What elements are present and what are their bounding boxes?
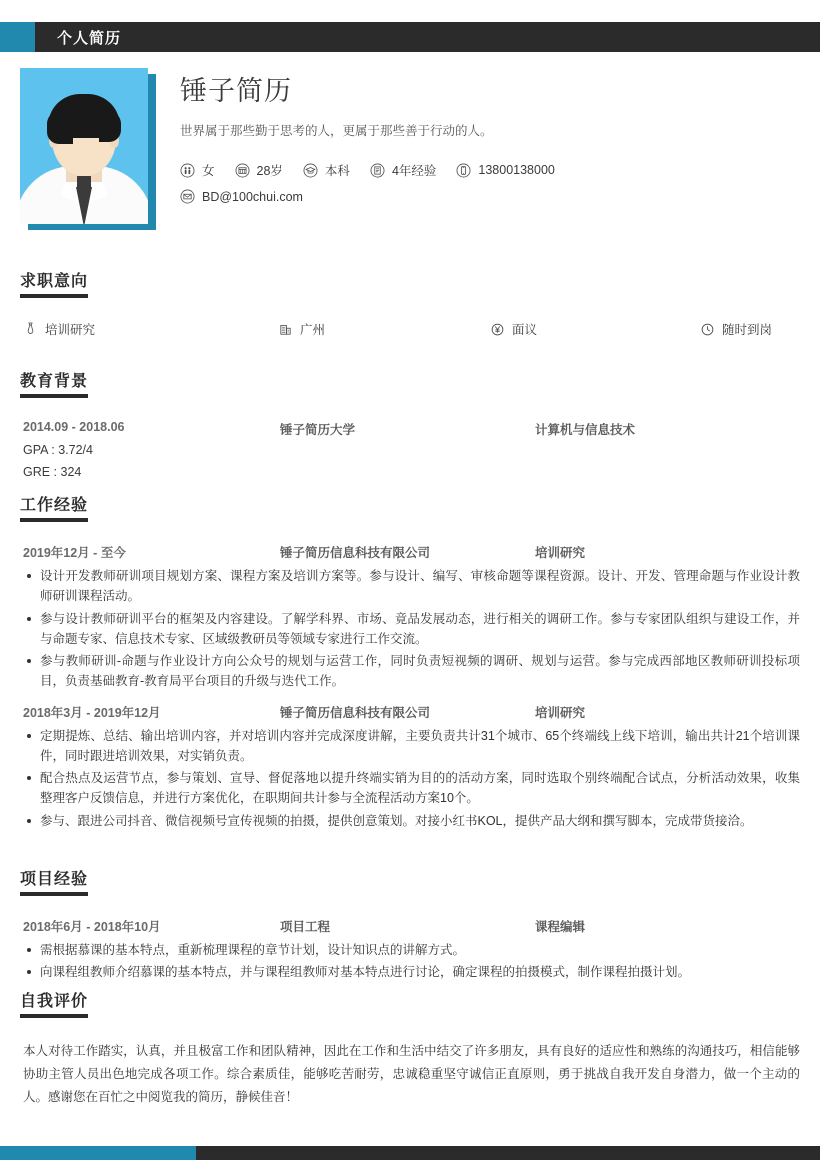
- section-work: [20, 492, 800, 833]
- work-role: 培训研究: [535, 546, 586, 560]
- section-project: [20, 866, 800, 985]
- list-item: 定期提炼、总结、输出培训内容，并对培训内容并完成深度讲解，主要负责共计31个城市、65个终端线上线下培训，输出共计21个培训课件，同时跟进培训效果，对实销负责。: [20, 726, 800, 767]
- work-company: 锤子简历信息科技有限公司: [280, 705, 431, 720]
- bottom-banner-accent-block: [0, 1146, 196, 1160]
- work-entry-header: [20, 543, 800, 563]
- section-title: 项目经验: [20, 866, 88, 896]
- intent-city-label: 广州: [300, 323, 326, 337]
- meta-experience: [370, 161, 436, 179]
- document-icon: [370, 163, 385, 178]
- list-item: 参与、跟进公司抖音、微信视频号宣传视频的拍摄，提供创意策划。对接小红书KOL，提供产品大纲和撰写脚本，完成带货接洽。: [20, 811, 800, 831]
- intent-availability-label: 随时到岗: [722, 323, 773, 337]
- project-role: 课程编辑: [535, 920, 586, 934]
- section-rule: [20, 299, 800, 300]
- education-school: 锤子简历大学: [280, 423, 356, 437]
- project-date: 2018年6月 - 2018年10月: [23, 920, 161, 934]
- candidate-name: 锤子简历: [180, 76, 292, 106]
- work-company: 锤子简历信息科技有限公司: [280, 546, 431, 560]
- bottom-banner: [0, 1146, 820, 1160]
- intent-salary: [490, 320, 537, 338]
- profile-meta-row: [180, 161, 800, 189]
- avatar: [20, 68, 156, 230]
- meta-email: [180, 189, 303, 204]
- avatar-hair-right: [99, 110, 121, 142]
- clock-icon: [700, 322, 715, 337]
- top-banner-dark-block: [35, 22, 820, 52]
- project-entry-header: [20, 917, 800, 937]
- page-title: 个人简历: [57, 29, 122, 47]
- work-entry: [20, 703, 800, 831]
- avatar-hair-left: [47, 110, 73, 144]
- intent-position: [23, 320, 95, 338]
- section-header-project: [20, 866, 800, 900]
- intent-salary-label: 面议: [512, 323, 538, 337]
- section-rule: [20, 897, 800, 898]
- profile-info: [180, 76, 800, 214]
- work-date: 2018年3月 - 2019年12月: [23, 705, 161, 720]
- education-date: 2014.09 - 2018.06: [23, 420, 125, 434]
- list-item: 设计开发教师研训项目规划方案、课程方案及培训方案等。参与设计、编写、审核命题等课程资源。设计、开发、管理命题与作业设计教师研训课程活动。: [20, 566, 800, 607]
- section-education: [20, 368, 800, 484]
- intent-city: [278, 320, 325, 338]
- meta-experience-label: 4年经验: [391, 164, 437, 179]
- meta-education-label: 本科: [324, 164, 350, 179]
- top-banner: [0, 22, 820, 52]
- section-rule: [20, 399, 800, 400]
- section-header-self-evaluation: [20, 988, 800, 1022]
- meta-phone-label: 13800138000: [478, 163, 555, 178]
- yen-icon: [490, 322, 505, 337]
- work-entry: [20, 543, 800, 692]
- list-item: 配合热点及运营节点，参与策划、宣导、督促落地以提升终端实销为目的的活动方案，同时选取个别终端配合试点，分析活动效果，收集整理客户反馈信息，并进行方案优化，在职期间共计参与全流程活动方案10个。: [20, 768, 800, 809]
- section-title: 自我评价: [20, 988, 88, 1018]
- education-gre: GRE : 324: [23, 464, 82, 479]
- profile-meta-row-2: [180, 189, 800, 214]
- self-evaluation-text: 本人对待工作踏实，认真，并且极富工作和团队精神，因此在工作和生活中结交了许多朋友，具有良好的适应性和熟练的沟通技巧，相信能够协助主管人员出色地完成各项工作。综合素质佳，能够吃苦耐劳，忠诚稳重坚守诚信正直原则，勇于挑战自我开发自身潜力，做一个主动的人。感谢您在百忙之中阅览我的简历，静候佳音！: [23, 1044, 800, 1105]
- work-role: 培训研究: [535, 705, 586, 720]
- education-major: 计算机与信息技术: [535, 423, 636, 437]
- candidate-slogan: 世界属于那些勤于思考的人，更属于那些善于行动的人。: [180, 124, 493, 139]
- section-title: 求职意向: [20, 268, 88, 298]
- list-item: 向课程组教师介绍慕课的基本特点，并与课程组教师对基本特点进行讨论，确定课程的拍摄模式，制作课程拍摄计划。: [20, 962, 800, 982]
- meta-gender: [180, 161, 215, 179]
- envelope-icon: [180, 189, 195, 204]
- gender-icon: [180, 163, 195, 178]
- work-bullet-list: [20, 726, 800, 831]
- work-bullet-list: [20, 566, 800, 692]
- meta-gender-label: 女: [202, 164, 215, 179]
- section-header-job-intent: [20, 268, 800, 302]
- graduation-cap-icon: [303, 163, 318, 178]
- building-icon: [278, 322, 293, 337]
- work-date: 2019年12月 - 至今: [23, 546, 126, 560]
- list-item: 参与教师研训-命题与作业设计方向公众号的规划与运营工作，同时负责短视频的调研、规划与运营。参与完成西部地区教师研训投标项目，负责基础教育-教育局平台项目的升级与迭代工作。: [20, 651, 800, 692]
- meta-age: [235, 161, 283, 179]
- section-header-education: [20, 368, 800, 402]
- job-intent-row: [20, 320, 800, 344]
- section-title: 工作经验: [20, 492, 88, 522]
- intent-position-label: 培训研究: [45, 323, 96, 337]
- project-name: 项目工程: [280, 920, 331, 934]
- education-entry-header: [20, 420, 800, 440]
- profile-block: [0, 68, 820, 233]
- list-item: 需根据慕课的基本特点，重新梳理课程的章节计划，设计知识点的讲解方式。: [20, 940, 800, 960]
- bottom-banner-dark-block: [196, 1146, 820, 1160]
- list-item: 参与设计教师研训平台的框架及内容建设。了解学科界、市场、竟品发展动态，进行相关的调研工作。参与专家团队组织与建设工作，并与命题专家、信息技术专家、区域级教研员等领域专家进行工作交流。: [20, 609, 800, 650]
- top-banner-accent-block: [0, 22, 35, 52]
- meta-phone: [456, 163, 554, 178]
- education-entry: [20, 420, 800, 484]
- avatar-tie: [76, 187, 92, 224]
- education-gpa: GPA : 3.72/4: [23, 443, 93, 457]
- project-entry: [20, 917, 800, 983]
- avatar-photo: [20, 68, 148, 224]
- project-bullet-list: [20, 940, 800, 983]
- tie-icon: [23, 321, 38, 337]
- section-rule: [20, 1019, 800, 1020]
- intent-availability: [700, 320, 772, 338]
- section-header-work: [20, 492, 800, 526]
- section-title: 教育背景: [20, 368, 88, 398]
- work-entry-header: [20, 703, 800, 723]
- calendar-icon: [235, 163, 250, 178]
- section-self-evaluation: [20, 988, 800, 1109]
- meta-email-label: BD@100chui.com: [202, 189, 303, 204]
- phone-icon: [456, 163, 471, 178]
- meta-education: [303, 161, 350, 179]
- meta-age-label: 28岁: [256, 164, 283, 179]
- section-job-intent: [20, 268, 800, 344]
- section-rule: [20, 523, 800, 524]
